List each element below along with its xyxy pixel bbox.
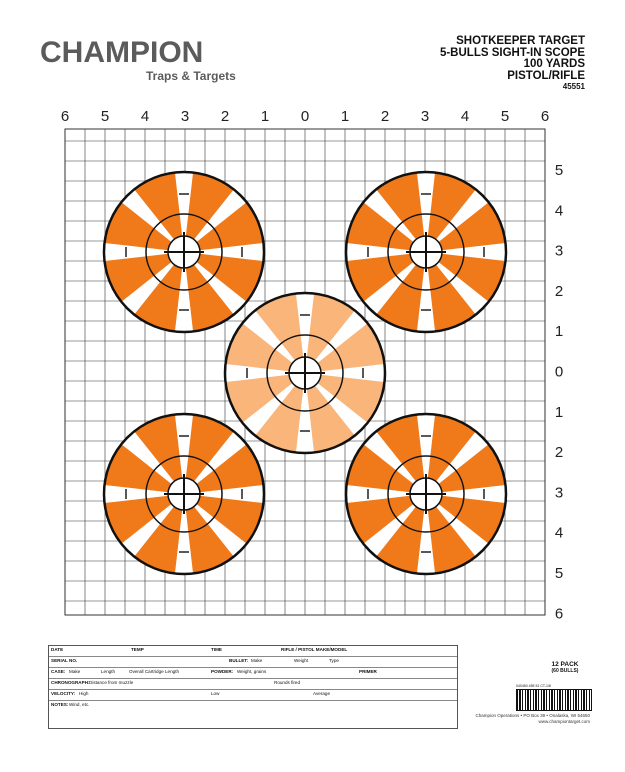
serial-field[interactable]: SERIAL NO.: [51, 658, 78, 663]
logo-tagline: Traps & Targets: [146, 69, 236, 83]
top-scale-label: 3: [420, 108, 430, 125]
log-row-chrono: [49, 679, 457, 690]
title-line-4: PISTOL/RIFLE: [507, 69, 585, 82]
top-scale-label: 5: [500, 108, 510, 125]
bullet-weight: Weight: [294, 658, 309, 663]
date-field[interactable]: DATE: [51, 647, 64, 652]
shooting-log: [48, 645, 458, 729]
log-row-velocity: [49, 690, 457, 701]
top-scale-label: 4: [460, 108, 470, 125]
bull-target: [104, 172, 264, 332]
title-line-1: SHOTKEEPER TARGET: [456, 35, 585, 47]
chrono-distance: Distance from muzzle: [89, 680, 134, 685]
title-line-3: 100 YARDS: [523, 58, 585, 70]
right-scale-label: 3: [554, 484, 564, 502]
website: www.championtarget.com: [538, 719, 590, 724]
bull-target: [225, 293, 385, 453]
address-line: Champion Operations • PO Box 39 • Onalaska, WI 54650: [475, 713, 590, 718]
case-field[interactable]: CASE:: [51, 669, 66, 674]
company-address: [460, 713, 590, 725]
case-length: Length: [101, 669, 116, 674]
chrono-field[interactable]: CHRONOGRAPH:: [51, 680, 90, 685]
powder-weight: Weight, grains: [237, 669, 267, 674]
top-scale-label: 2: [380, 108, 390, 125]
bullet-type: Type: [329, 658, 339, 663]
top-scale-label: 4: [140, 108, 150, 125]
top-scale-label: 6: [60, 108, 70, 125]
logo-wordmark: CHAMPION: [40, 36, 204, 69]
case-make: Make: [69, 669, 81, 674]
right-scale-label: 4: [554, 524, 564, 542]
right-scale-label: 1: [554, 403, 564, 421]
bull-target: [346, 414, 506, 574]
log-row-serial: [49, 657, 457, 668]
powder-field[interactable]: POWDER:: [211, 669, 234, 674]
bull-target: [104, 414, 264, 574]
bullet-make: Make: [251, 658, 263, 663]
right-scale-label: 4: [554, 202, 564, 220]
velocity-high: High: [79, 691, 89, 696]
right-scale-label: 1: [554, 323, 564, 341]
top-scale-label: 2: [220, 108, 230, 125]
bullet-field[interactable]: BULLET:: [229, 658, 249, 663]
pack-bulls: (60 BULLS): [551, 668, 579, 674]
right-scale-label: 2: [554, 444, 564, 462]
case-overall: Overall Cartridge Length: [129, 669, 180, 674]
log-row-case: [49, 668, 457, 679]
time-field[interactable]: TIME: [211, 647, 222, 652]
right-scale-label: 0: [554, 363, 564, 381]
top-scale-label: 3: [180, 108, 190, 125]
right-scale-label: 2: [554, 282, 564, 300]
top-scale-label: 1: [340, 108, 350, 125]
primer-field[interactable]: PRIMER: [359, 669, 377, 674]
notes-hint: Wind, etc.: [69, 702, 90, 707]
rounds-fired: Rounds fired: [274, 680, 301, 685]
right-scale: [555, 162, 563, 622]
top-scale-label: 6: [540, 108, 550, 125]
bull-target: [346, 172, 506, 332]
right-scale-label: 3: [554, 242, 564, 260]
top-scale-label: 1: [260, 108, 270, 125]
notes-field[interactable]: NOTES:: [51, 702, 69, 707]
product-code: 45551: [562, 82, 585, 91]
rifle-field[interactable]: RIFLE / PISTOL MAKE/MODEL: [281, 647, 348, 652]
top-scale-label: 5: [100, 108, 110, 125]
velocity-field[interactable]: VELOCITY:: [51, 691, 76, 696]
log-row-date: [49, 646, 457, 657]
upc-text: 040450 455 51 CT-1/8: [516, 684, 551, 688]
log-row-notes: [49, 701, 457, 711]
right-scale-label: 5: [554, 565, 564, 582]
top-scale-label: 0: [300, 108, 310, 125]
title-line-2: 5-BULLS SIGHT-IN SCOPE: [439, 46, 585, 59]
pack-info: [538, 661, 592, 675]
pack-count: 12 PACK: [551, 661, 579, 668]
temp-field[interactable]: TEMP: [131, 647, 144, 652]
barcode: [516, 689, 592, 711]
right-scale-label: 5: [554, 162, 564, 179]
top-scale: [61, 108, 549, 125]
velocity-average: Average: [313, 691, 331, 696]
right-scale-label: 6: [554, 605, 564, 623]
velocity-low: Low: [211, 691, 220, 696]
